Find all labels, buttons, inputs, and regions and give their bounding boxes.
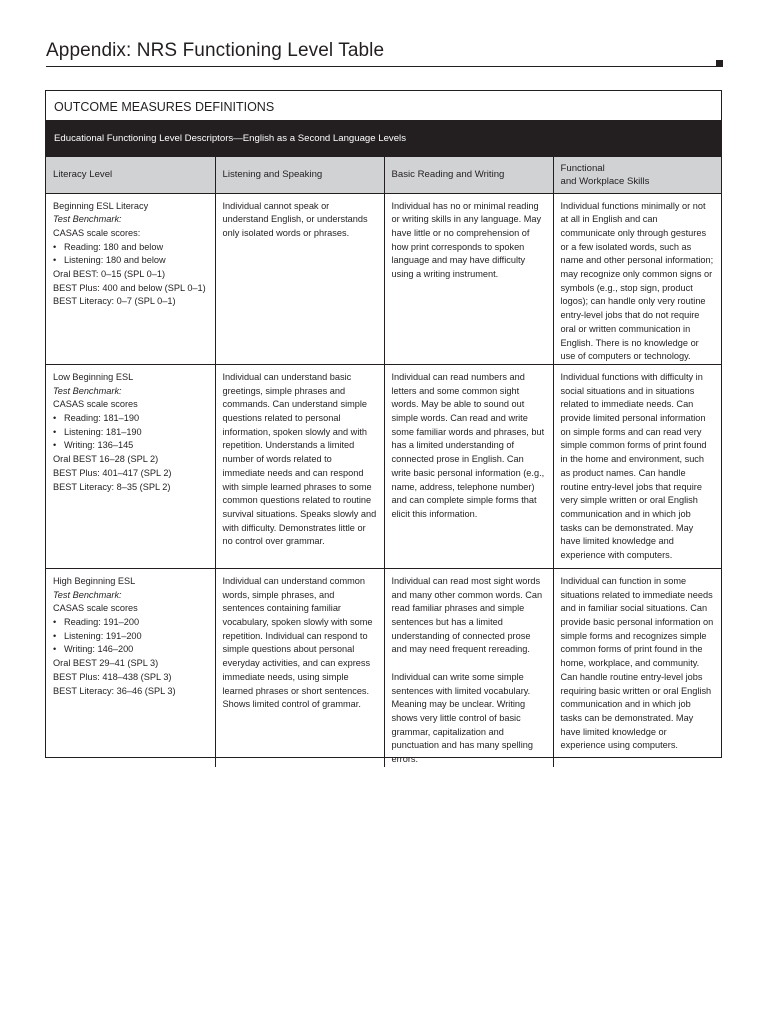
table-row <box>46 364 721 568</box>
score-line: BEST Literacy: 0–7 (SPL 0–1) <box>53 296 176 307</box>
score-line: BEST Literacy: 8–35 (SPL 2) <box>53 481 171 492</box>
cell-reading-writing <box>384 568 553 766</box>
score-line: Oral BEST 29–41 (SPL 3) <box>53 658 159 669</box>
cell-paragraph: Individual has no or minimal reading or writing skills in any language. May have little or no comprehension of how print corresponds to spoken language and may have difficulty using a writing instrument. <box>391 200 542 280</box>
cell-paragraph: Individual cannot speak or understand English, or understands only isolated words or phrases. <box>222 200 368 238</box>
score-bullet <box>53 439 208 453</box>
table-header-row <box>46 157 721 193</box>
score-bullet <box>53 412 208 426</box>
bullet-dot: • <box>53 426 57 437</box>
score-line: BEST Plus: 401–417 (SPL 2) <box>53 467 172 478</box>
level-name: Beginning ESL Literacy <box>53 200 149 211</box>
score-line: Oral BEST: 0–15 (SPL 0–1) <box>53 269 166 280</box>
cell-paragraph: Individual can understand common words, simple phrases, and sentences containing familiar vocabulary, spoken slowly with some repetition. Individual can respond to simple questions about personal everyday activities, and can express immediate needs, using simple learned phrases or short sentences. Shows limited control of grammar. <box>222 575 373 710</box>
score-bullet <box>53 241 208 255</box>
score-bullet <box>53 643 208 657</box>
bullet-text: Reading: 191–200 <box>64 617 140 628</box>
score-bullet <box>53 616 208 630</box>
cell-listening-speaking <box>215 364 384 568</box>
title-square-mark <box>716 60 723 67</box>
cell-paragraph: Individual functions with difficulty in social situations and in situations related to immediate needs. Can provide limited personal information on simple forms and can read very simple common forms of print found in the home and environment, such as product names. Can handle routine entry-level jobs that require very simple written or oral English communication and in which job tasks can be demonstrated. May have limited knowledge and experience with computers. <box>560 371 707 561</box>
cell-literacy-level <box>46 193 215 364</box>
level-name: Low Beginning ESL <box>53 371 134 382</box>
cell-functional-workplace <box>553 364 721 568</box>
bullet-text: Listening: 180 and below <box>64 255 166 266</box>
title-rule <box>46 66 722 67</box>
outcome-measures-frame <box>45 90 722 765</box>
header-reading-writing <box>384 157 553 193</box>
bullet-dot: • <box>53 413 57 424</box>
header-listening-speaking <box>215 157 384 193</box>
bullet-text: Reading: 181–190 <box>64 413 140 424</box>
band-title: Educational Functioning Level Descriptors—English as a Second Language Levels <box>46 121 721 157</box>
cell-listening-speaking <box>215 193 384 364</box>
header-text: Literacy Level <box>53 169 113 181</box>
header-literacy-level <box>46 157 215 193</box>
cell-paragraph: Individual can function in some situations related to immediate needs and in familiar social situations. Can provide basic personal information on simple forms and recognizes simple common forms of print found in the home, workplace, and community. Can handle routine entry-level jobs requiring basic written or oral English communication and in which job tasks can be demonstrated. May have limited knowledge or experience using computers. <box>560 575 714 751</box>
table-row <box>46 193 721 364</box>
benchmark-label: Test Benchmark: <box>53 385 122 396</box>
cell-paragraph: Individual can understand basic greetings, simple phrases and commands. Can understand simple questions related to personal information, spoken slowly and with repetition. Understands a limited number of words related to immediate needs and can respond with simple learned phrases to some common questions related to routine survival situations. Speaks slowly and with difficulty. Demonstrates little or no control over grammar. <box>222 371 377 547</box>
bullet-text: Reading: 180 and below <box>64 241 164 252</box>
header-text: Listening and Speaking <box>222 169 323 181</box>
bullet-text: Listening: 181–190 <box>64 426 142 437</box>
score-bullet <box>53 254 208 268</box>
cell-listening-speaking <box>215 568 384 766</box>
cell-paragraph: Individual can write some simple sentences with limited vocabulary. Meaning may be unclear. Writing shows very little control of basic grammar, capitalization and punctuation and has many spelling errors. <box>391 671 533 765</box>
score-line: BEST Literacy: 36–46 (SPL 3) <box>53 685 176 696</box>
bullet-dot: • <box>53 241 57 252</box>
score-line: BEST Plus: 418–438 (SPL 3) <box>53 671 172 682</box>
cell-literacy-level <box>46 568 215 766</box>
benchmark-label: Test Benchmark: <box>53 214 122 225</box>
bullet-dot: • <box>53 440 57 451</box>
cell-functional-workplace <box>553 193 721 364</box>
header-functional-workplace <box>553 157 721 193</box>
cell-literacy-level <box>46 364 215 568</box>
cell-paragraph: Individual can read numbers and letters and some common sight words. May be able to sound out simple words. Can read and write some familiar words and phrases, but has a limited understanding of connected prose in English. Can write basic personal information (e.g., name, address, telephone number) and can complete simple forms that elicit this information. <box>391 371 545 519</box>
bullet-text: Writing: 146–200 <box>64 644 134 655</box>
bullet-text: Writing: 136–145 <box>64 440 134 451</box>
cell-functional-workplace <box>553 568 721 766</box>
page-title: Appendix: NRS Functioning Level Table <box>46 40 385 61</box>
cell-reading-writing <box>384 193 553 364</box>
benchmark-label: Test Benchmark: <box>53 589 122 600</box>
cell-paragraph: Individual can read most sight words and many other common words. Can read familiar phrases and simple sentences but has a limited understanding of connected prose and may need frequent rereading. <box>391 575 543 655</box>
functioning-level-table <box>46 157 721 767</box>
score-line: Oral BEST 16–28 (SPL 2) <box>53 454 159 465</box>
header-text: Functional <box>560 162 605 174</box>
bullet-dot: • <box>53 255 57 266</box>
bullet-text: Listening: 191–200 <box>64 630 142 641</box>
scale-label: CASAS scale scores <box>53 399 138 410</box>
scale-label: CASAS scale scores <box>53 603 138 614</box>
table-row <box>46 568 721 766</box>
bullet-dot: • <box>53 644 57 655</box>
score-bullet <box>53 426 208 440</box>
cell-paragraph: Individual functions minimally or not at all in English and can communicate only through gestures or a few isolated words, such as name and other personal information; may recognize only common signs or symbols (e.g., stop sign, product logos); can handle only very routine entry-level jobs that do not require oral or written communication in English. There is no knowledge or use of computers or technology. <box>560 200 714 362</box>
bullet-dot: • <box>53 630 57 641</box>
score-bullet <box>53 630 208 644</box>
bullet-dot: • <box>53 617 57 628</box>
header-text: Basic Reading and Writing <box>391 169 505 181</box>
section-title: OUTCOME MEASURES DEFINITIONS <box>46 91 721 121</box>
scale-label: CASAS scale scores: <box>53 227 141 238</box>
header-text: and Workplace Skills <box>560 175 650 187</box>
cell-reading-writing <box>384 364 553 568</box>
level-name: High Beginning ESL <box>53 575 136 586</box>
score-line: BEST Plus: 400 and below (SPL 0–1) <box>53 282 206 293</box>
